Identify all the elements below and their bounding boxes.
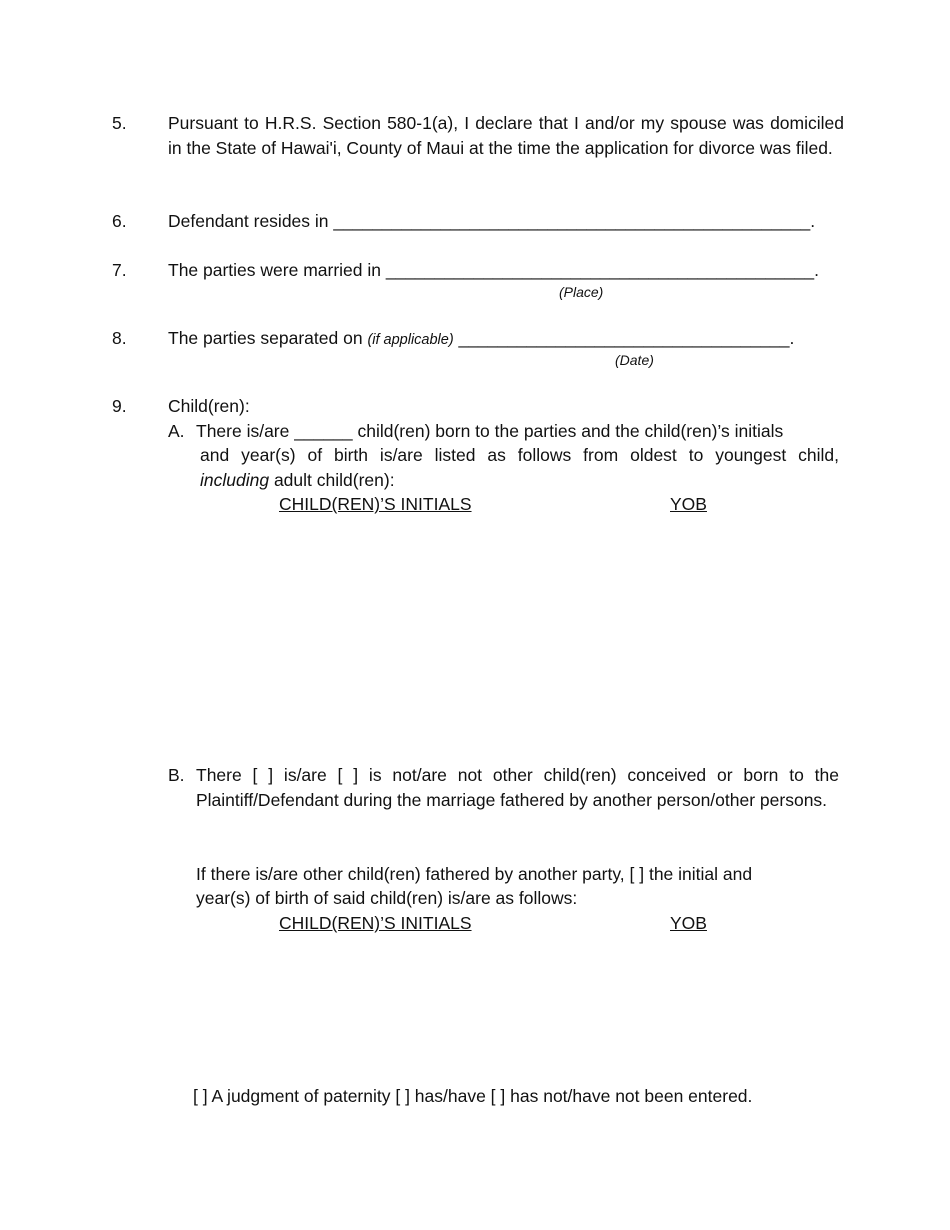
place-caption: (Place) — [559, 284, 604, 300]
item-9-heading: Child(ren): — [168, 396, 250, 416]
item-8-text-before: The parties separated on — [168, 328, 368, 348]
item-9-number: 9. — [112, 396, 127, 416]
item-9b-paragraph-1: There [ ] is/are [ ] is not/are not other child(ren) conceived or born to the Plaintiff/Defendant during the marriage fathered by another person/other persons. — [196, 765, 839, 810]
item-6-number: 6. — [112, 211, 127, 231]
item-9a-col-initials: CHILD(REN)’S INITIALS — [279, 494, 472, 514]
item-9b-paragraph-2-line-2: year(s) of birth of said child(ren) is/are as follows: — [196, 888, 578, 908]
item-8-line — [168, 326, 794, 352]
item-9a-marker: A. — [168, 421, 185, 441]
item-8-qualifier: (if applicable) — [367, 332, 454, 348]
item-9b-col-yob: YOB — [670, 913, 707, 933]
item-5-number: 5. — [112, 113, 127, 133]
date-caption: (Date) — [615, 352, 654, 368]
item-9a-line-2: and year(s) of birth is/are listed as follows from oldest to youngest child, — [200, 445, 839, 465]
item-9a-line-3-rest: adult child(ren): — [269, 470, 395, 490]
paternity-statement: [ ] A judgment of paternity [ ] has/have [ ] has not/have not been entered. — [193, 1086, 753, 1106]
item-9a-col-yob: YOB — [670, 494, 707, 514]
item-9a-line-1: There is/are ______ child(ren) born to the parties and the child(ren)’s initials — [196, 421, 784, 441]
item-9b-paragraph-2-line-1: If there is/are other child(ren) fathered by another party, [ ] the initial and — [196, 864, 753, 884]
item-9a-emphasis: including — [200, 470, 270, 490]
item-8-number: 8. — [112, 328, 127, 348]
item-8-text-after: __________________________________. — [453, 328, 795, 348]
item-9b-col-initials: CHILD(REN)’S INITIALS — [279, 913, 472, 933]
item-9a-line-3 — [200, 468, 395, 492]
item-7-number: 7. — [112, 260, 127, 280]
item-7-text: The parties were married in ____________________________________________. — [168, 260, 819, 280]
item-5-text: Pursuant to H.R.S. Section 580-1(a), I declare that I and/or my spouse was domiciled in the State of Hawai'i, County of Maui at the time the application for divorce was filed. — [168, 113, 844, 158]
item-6-text: Defendant resides in _________________________________________________. — [168, 211, 816, 231]
item-9b-marker: B. — [168, 765, 185, 785]
